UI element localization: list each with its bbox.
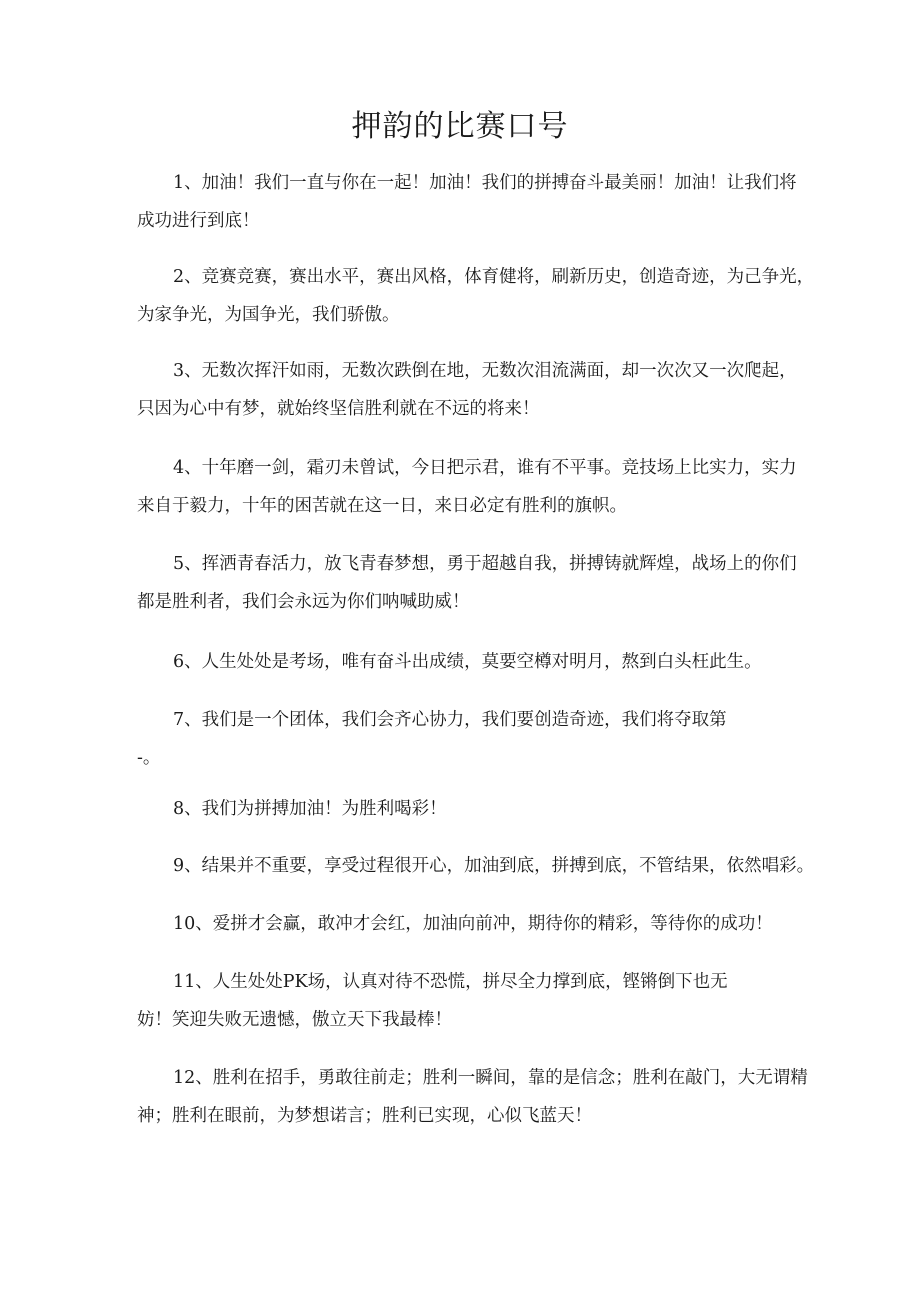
paragraph-line: 5、挥洒青春活力，放飞青春梦想，勇于超越自我，拼搏铸就辉煌，战场上的你们 bbox=[173, 554, 797, 574]
paragraph-line: 10、爱拼才会赢，敢冲才会红，加油向前冲，期待你的精彩，等待你的成功！ bbox=[173, 914, 773, 934]
slogan-paragraph-6 bbox=[137, 643, 797, 681]
paragraph-line: 只因为心中有梦，就始终坚信胜利就在不远的将来！ bbox=[137, 399, 540, 419]
paragraph-line: 成功进行到底！ bbox=[137, 211, 260, 231]
slogan-paragraph-9 bbox=[137, 847, 815, 885]
paragraph-line: 为家争光，为国争光，我们骄傲。 bbox=[137, 305, 400, 325]
slogan-paragraph-4 bbox=[137, 449, 797, 525]
paragraph-line: 神；胜利在眼前，为梦想诺言；胜利已实现，心似飞蓝天！ bbox=[137, 1106, 592, 1126]
paragraph-line: 妨！笑迎失败无遗憾，傲立天下我最棒！ bbox=[137, 1010, 452, 1030]
paragraph-line: 2、竞赛竞赛，赛出水平，赛出风格，体育健将，刷新历史，创造奇迹，为己争光， bbox=[173, 267, 815, 287]
paragraph-line: 11、人生处处PK场，认真对待不恐慌，拼尽全力撑到底，铿锵倒下也无 bbox=[173, 972, 728, 992]
paragraph-line: 9、结果并不重要，享受过程很开心，加油到底，拼搏到底，不管结果，依然唱彩。 bbox=[173, 856, 815, 876]
paragraph-line: 6、人生处处是考场，唯有奋斗出成绩，莫要空樽对明月，熬到白头枉此生。 bbox=[173, 652, 762, 672]
slogan-paragraph-7 bbox=[137, 701, 797, 777]
paragraph-line: 4、十年磨一剑，霜刃未曾试，今日把示君，谁有不平事。竞技场上比实力，实力 bbox=[173, 458, 797, 478]
paragraph-line: 8、我们为拼搏加油！为胜利喝彩！ bbox=[173, 799, 447, 819]
slogan-paragraph-2 bbox=[137, 258, 815, 334]
paragraph-line: 12、胜利在招手，勇敢往前走；胜利一瞬间，靠的是信念；胜利在敲门，大无谓精 bbox=[173, 1068, 808, 1088]
slogan-paragraph-1 bbox=[137, 164, 797, 240]
paragraph-line: 来自于毅力，十年的困苦就在这一日，来日必定有胜利的旗帜。 bbox=[137, 496, 627, 516]
paragraph-line: 1、加油！我们一直与你在一起！加油！我们的拼搏奋斗最美丽！加油！让我们将 bbox=[173, 173, 797, 193]
paragraph-line: -。 bbox=[137, 748, 161, 768]
paragraph-line: 7、我们是一个团体，我们会齐心协力，我们要创造奇迹，我们将夺取第 bbox=[173, 710, 727, 730]
slogan-paragraph-5 bbox=[137, 545, 797, 621]
paragraph-line: 都是胜利者，我们会永远为你们呐喊助威！ bbox=[137, 592, 470, 612]
slogan-paragraph-8 bbox=[137, 790, 797, 828]
slogan-paragraph-10 bbox=[137, 905, 797, 943]
slogan-paragraph-12 bbox=[137, 1059, 808, 1135]
document-title: 押韵的比赛口号 bbox=[351, 109, 569, 144]
paragraph-line: 3、无数次挥汗如雨，无数次跌倒在地，无数次泪流满面，却一次次又一次爬起， bbox=[173, 361, 797, 381]
slogan-paragraph-3 bbox=[137, 352, 797, 428]
slogan-paragraph-11 bbox=[137, 963, 797, 1039]
